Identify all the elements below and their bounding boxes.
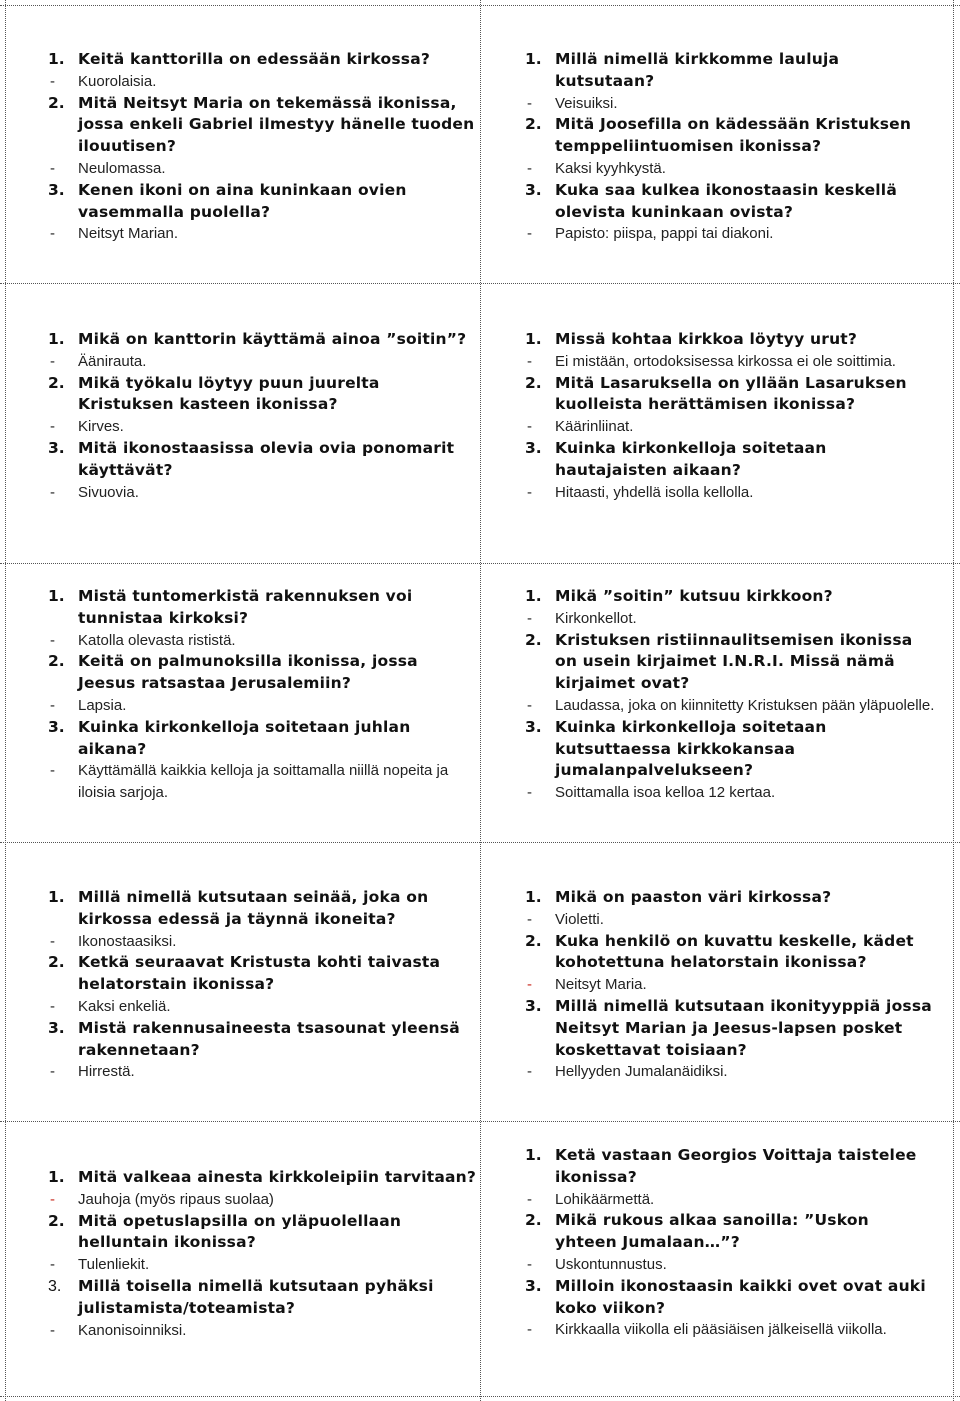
qa-item xyxy=(48,1018,478,1083)
question-text: Mikä työkalu löytyy puun juurelta Kristuksen kasteen ikonissa? xyxy=(78,373,380,414)
qa-item xyxy=(525,1145,935,1210)
answer-text: Hellyyden Jumalanäidiksi. xyxy=(555,1063,728,1081)
answer-row xyxy=(48,996,478,1018)
question-row xyxy=(48,651,478,695)
question-number: 1. xyxy=(48,50,65,68)
question-row xyxy=(48,887,478,931)
answer-dash: - xyxy=(527,94,532,112)
question-row xyxy=(48,329,478,351)
answer-text: Katolla olevasta rististä. xyxy=(78,631,236,649)
question-text: Millä toisella nimellä kutsutaan pyhäksi julistamista/toteamista? xyxy=(78,1276,434,1317)
answer-row xyxy=(48,1189,478,1211)
answer-text: Violetti. xyxy=(555,910,604,928)
answer-dash: - xyxy=(50,762,55,780)
answer-text: Tulenliekit. xyxy=(78,1256,150,1274)
answer-dash: - xyxy=(50,483,55,501)
answer-dash: - xyxy=(50,932,55,950)
question-row xyxy=(525,586,935,608)
answer-dash: - xyxy=(50,1321,55,1339)
question-text: Mitä Joosefilla on kädessään Kristuksen temppeliintuomisen ikonissa? xyxy=(555,115,912,156)
question-text: Mitä ikonostaasissa olevia ovia ponomarit käyttävät? xyxy=(78,438,455,479)
answer-row xyxy=(525,782,935,804)
qa-item xyxy=(525,373,935,438)
qa-item xyxy=(525,586,935,630)
question-text: Millä nimellä kutsutaan seinää, joka on kirkossa edessä ja täynnä ikoneita? xyxy=(78,888,429,928)
question-row xyxy=(48,438,478,482)
answer-row xyxy=(525,909,935,931)
answer-text: Käärinliinat. xyxy=(555,418,634,436)
answer-row xyxy=(48,760,478,804)
card-10 xyxy=(525,1145,935,1341)
answer-row xyxy=(48,1320,478,1342)
question-number: 2. xyxy=(48,953,65,972)
answer-text: Kirkonkellot. xyxy=(555,609,637,627)
qa-item xyxy=(48,93,478,180)
question-text: Kuinka kirkonkelloja soitetaan juhlan aikana? xyxy=(78,717,411,758)
answer-text: Kirkkaalla viikolla eli pääsiäisen jälkeisellä viikolla. xyxy=(555,1321,887,1339)
answer-row xyxy=(525,1319,935,1341)
question-text: Missä kohtaa kirkkoa löytyy urut? xyxy=(555,330,858,348)
qa-item xyxy=(525,49,935,114)
question-number: 1. xyxy=(48,888,65,906)
question-row xyxy=(48,1211,478,1255)
question-number: 3. xyxy=(48,717,65,736)
answer-dash: - xyxy=(527,784,532,802)
question-row xyxy=(525,1145,935,1189)
qa-item xyxy=(525,1276,935,1341)
question-number: 2. xyxy=(48,652,65,671)
question-number: 1. xyxy=(525,330,542,348)
answer-text: Laudassa, joka on kiinnitetty Kristuksen pään yläpuolelle. xyxy=(555,696,935,714)
question-text: Mistä tuntomerkistä rakennuksen voi tunnistaa kirkoksi? xyxy=(78,587,413,627)
answer-row xyxy=(525,1061,935,1083)
question-number: 3. xyxy=(48,1277,62,1295)
answer-text: Äänirauta. xyxy=(78,352,147,370)
question-text: Kristuksen ristiinnaulitsemisen ikonissa on usein kirjaimet I.N.R.I. Missä nämä kirjaimet ovat? xyxy=(555,630,913,693)
qa-item xyxy=(48,329,478,373)
answer-dash: - xyxy=(527,609,532,627)
question-number: 3. xyxy=(525,996,542,1015)
question-row xyxy=(525,887,935,909)
question-number: 1. xyxy=(48,1168,65,1186)
question-number: 2. xyxy=(525,1211,542,1230)
answer-row xyxy=(48,223,478,245)
qa-item xyxy=(525,717,935,804)
question-row xyxy=(525,329,935,351)
qa-item xyxy=(525,329,935,373)
answer-dash: - xyxy=(50,352,55,370)
answer-dash: - xyxy=(527,1063,532,1081)
answer-row xyxy=(525,608,935,630)
question-row xyxy=(525,438,935,482)
answer-dash: - xyxy=(527,418,532,436)
answer-text: Kaksi kyyhkystä. xyxy=(555,159,666,177)
answer-row xyxy=(48,630,478,652)
answer-row xyxy=(48,1254,478,1276)
qa-item xyxy=(48,717,478,804)
qa-item xyxy=(48,952,478,1017)
answer-text: Hitaasti, yhdellä isolla kellolla. xyxy=(555,483,754,501)
qa-item xyxy=(525,114,935,179)
answer-dash: - xyxy=(527,1255,532,1273)
answer-dash: - xyxy=(50,997,55,1015)
question-text: Ketkä seuraavat Kristusta kohti taivasta helatorstain ikonissa? xyxy=(78,953,441,994)
qa-item xyxy=(48,1276,478,1341)
question-number: 3. xyxy=(48,438,65,457)
qa-item xyxy=(525,996,935,1083)
answer-text: Jauhoja (myös ripaus suolaa) xyxy=(78,1190,274,1208)
question-text: Milloin ikonostaasin kaikki ovet ovat auki koko viikon? xyxy=(555,1276,926,1317)
answer-row xyxy=(525,416,935,438)
card-8 xyxy=(525,887,935,1083)
answer-row xyxy=(48,158,478,180)
answer-row xyxy=(48,931,478,953)
cut-line-bottom xyxy=(0,1396,960,1397)
answer-text: Kanonisoinniksi. xyxy=(78,1321,187,1339)
question-number: 2. xyxy=(525,373,542,392)
cut-line-row1 xyxy=(0,283,960,284)
question-number: 1. xyxy=(525,888,542,906)
card-1 xyxy=(48,49,478,245)
cut-line-row4 xyxy=(0,1121,960,1122)
question-text: Mikä on kanttorin käyttämä ainoa ”soitin”? xyxy=(78,330,467,348)
question-row xyxy=(525,717,935,782)
answer-text: Soittamalla isoa kelloa 12 kertaa. xyxy=(555,784,776,802)
card-6 xyxy=(525,586,935,804)
answer-dash: - xyxy=(527,352,532,370)
answer-text: Kuorolaisia. xyxy=(78,72,157,90)
question-row xyxy=(525,1276,935,1320)
question-number: 2. xyxy=(48,1211,65,1230)
answer-text: Neitsyt Marian. xyxy=(78,225,179,243)
question-text: Mitä Lasaruksella on yllään Lasaruksen kuolleista herättämisen ikonissa? xyxy=(555,373,907,414)
answer-dash: - xyxy=(527,1190,532,1208)
question-row xyxy=(48,1167,478,1189)
answer-row xyxy=(48,71,478,93)
answer-dash: - xyxy=(527,1321,532,1339)
question-row xyxy=(48,586,478,630)
answer-dash: - xyxy=(50,72,55,90)
answer-dash: - xyxy=(527,159,532,177)
cut-line-right xyxy=(953,0,954,1401)
answer-text: Uskontunnustus. xyxy=(555,1255,667,1273)
question-row xyxy=(48,180,478,224)
card-2 xyxy=(525,49,935,245)
question-text: Kuka saa kulkea ikonostaasin keskellä olevista kuninkaan ovista? xyxy=(555,180,897,221)
question-row xyxy=(48,1276,478,1320)
question-number: 2. xyxy=(525,630,542,649)
answer-dash: - xyxy=(527,696,532,714)
answer-row xyxy=(48,482,478,504)
qa-item xyxy=(525,438,935,503)
answer-text: Hirrestä. xyxy=(78,1063,135,1081)
card-4 xyxy=(525,329,935,503)
question-number: 1. xyxy=(525,50,542,68)
answer-row xyxy=(48,416,478,438)
question-text: Kenen ikoni on aina kuninkaan ovien vasemmalla puolella? xyxy=(78,180,407,221)
answer-row xyxy=(525,223,935,245)
answer-text: Neulomassa. xyxy=(78,159,166,177)
answer-text: Lohikäärmettä. xyxy=(555,1190,655,1208)
card-3 xyxy=(48,329,478,503)
answer-dash: - xyxy=(50,1256,55,1274)
question-number: 3. xyxy=(525,180,542,199)
question-text: Mikä rukous alkaa sanoilla: ”Uskon yhteen Jumalaan…”? xyxy=(555,1211,869,1252)
answer-dash: - xyxy=(50,1190,55,1208)
question-number: 3. xyxy=(525,717,542,736)
question-text: Mitä valkeaa ainesta kirkkoleipiin tarvitaan? xyxy=(78,1168,477,1186)
answer-dash: - xyxy=(50,631,55,649)
answer-text: Käyttämällä kaikkia kelloja ja soittamalla niillä nopeita ja iloisia sarjoja. xyxy=(78,762,449,802)
question-row xyxy=(48,373,478,417)
question-number: 3. xyxy=(48,180,65,199)
question-text: Mitä opetuslapsilla on yläpuolellaan helluntain ikonissa? xyxy=(78,1211,402,1252)
answer-row xyxy=(48,351,478,373)
answer-dash: - xyxy=(527,483,532,501)
question-row xyxy=(525,630,935,695)
question-text: Mikä ”soitin” kutsuu kirkkoon? xyxy=(555,587,833,605)
question-text: Kuka henkilö on kuvattu keskelle, kädet kohotettuna helatorstain ikonissa? xyxy=(555,931,914,972)
question-row xyxy=(48,93,478,158)
answer-row xyxy=(525,93,935,115)
qa-item xyxy=(48,1167,478,1211)
answer-row xyxy=(525,158,935,180)
question-row xyxy=(525,180,935,224)
cut-line-row3 xyxy=(0,842,960,843)
answer-text: Ei mistään, ortodoksisessa kirkossa ei ole soittimia. xyxy=(555,352,896,370)
qa-item xyxy=(48,373,478,438)
qa-item xyxy=(48,49,478,93)
question-row xyxy=(525,373,935,417)
question-text: Mitä Neitsyt Maria on tekemässä ikonissa, jossa enkeli Gabriel ilmestyy hänelle tuoden ilouutisen? xyxy=(78,93,475,156)
question-text: Keitä kanttorilla on edessään kirkossa? xyxy=(78,50,431,68)
question-number: 1. xyxy=(525,587,542,605)
answer-text: Lapsia. xyxy=(78,696,127,714)
answer-row xyxy=(48,1061,478,1083)
qa-item xyxy=(48,1211,478,1276)
question-row xyxy=(48,1018,478,1062)
qa-item xyxy=(48,586,478,651)
answer-text: Kaksi enkeliä. xyxy=(78,997,171,1015)
question-text: Kuinka kirkonkelloja soitetaan hautajaisten aikaan? xyxy=(555,438,827,479)
answer-text: Neitsyt Maria. xyxy=(555,976,647,994)
card-9 xyxy=(48,1167,478,1341)
qa-item xyxy=(48,180,478,245)
answer-row xyxy=(525,974,935,996)
question-row xyxy=(525,1210,935,1254)
qa-item xyxy=(48,887,478,952)
answer-dash: - xyxy=(50,225,55,243)
qa-item xyxy=(525,630,935,717)
qa-item xyxy=(525,887,935,931)
qa-item xyxy=(525,1210,935,1275)
question-number: 3. xyxy=(48,1018,65,1037)
answer-dash: - xyxy=(527,225,532,243)
answer-row xyxy=(525,1189,935,1211)
question-text: Kuinka kirkonkelloja soitetaan kutsuttaessa kirkkokansaa jumalanpalvelukseen? xyxy=(555,717,827,780)
answer-row xyxy=(525,482,935,504)
answer-dash: - xyxy=(527,976,532,994)
question-text: Mikä on paaston väri kirkossa? xyxy=(555,888,832,906)
question-text: Keitä on palmunoksilla ikonissa, jossa Jeesus ratsastaa Jerusalemiin? xyxy=(78,652,418,693)
qa-item xyxy=(48,651,478,716)
answer-row xyxy=(525,1254,935,1276)
question-text: Millä nimellä kirkkomme lauluja kutsutaan? xyxy=(555,50,840,90)
question-row xyxy=(48,49,478,71)
question-number: 2. xyxy=(48,93,65,112)
answer-text: Papisto: piispa, pappi tai diakoni. xyxy=(555,225,774,243)
qa-item xyxy=(525,931,935,996)
answer-dash: - xyxy=(50,159,55,177)
answer-row xyxy=(525,351,935,373)
question-text: Millä nimellä kutsutaan ikonityyppiä jossa Neitsyt Marian ja Jeesus-lapsen posket koskettavat toisiaan? xyxy=(555,996,932,1059)
question-row xyxy=(525,996,935,1061)
question-row xyxy=(525,49,935,93)
question-number: 1. xyxy=(48,587,65,605)
question-number: 1. xyxy=(525,1146,542,1164)
cut-line-left xyxy=(5,0,6,1401)
answer-dash: - xyxy=(527,910,532,928)
qa-item xyxy=(525,180,935,245)
cut-line-center xyxy=(480,0,481,1401)
answer-text: Veisuiksi. xyxy=(555,94,618,112)
question-number: 1. xyxy=(48,330,65,348)
question-number: 2. xyxy=(48,373,65,392)
qa-item xyxy=(48,438,478,503)
answer-text: Kirves. xyxy=(78,418,124,436)
answer-row xyxy=(48,695,478,717)
answer-text: Sivuovia. xyxy=(78,483,139,501)
card-5 xyxy=(48,586,478,804)
answer-dash: - xyxy=(50,418,55,436)
answer-dash: - xyxy=(50,696,55,714)
question-row xyxy=(525,931,935,975)
cut-line-row2 xyxy=(0,563,960,564)
question-row xyxy=(48,717,478,761)
answer-text: Ikonostaasiksi. xyxy=(78,932,177,950)
question-number: 3. xyxy=(525,438,542,457)
answer-dash: - xyxy=(50,1063,55,1081)
question-number: 2. xyxy=(525,931,542,950)
question-text: Mistä rakennusaineesta tsasounat yleensä rakennetaan? xyxy=(78,1018,460,1059)
card-7 xyxy=(48,887,478,1083)
answer-row xyxy=(525,695,935,717)
question-text: Ketä vastaan Georgios Voittaja taistelee ikonissa? xyxy=(555,1146,917,1186)
cut-line-top xyxy=(0,5,960,6)
question-number: 3. xyxy=(525,1276,542,1295)
question-number: 2. xyxy=(525,115,542,134)
question-row xyxy=(48,952,478,996)
question-row xyxy=(525,114,935,158)
